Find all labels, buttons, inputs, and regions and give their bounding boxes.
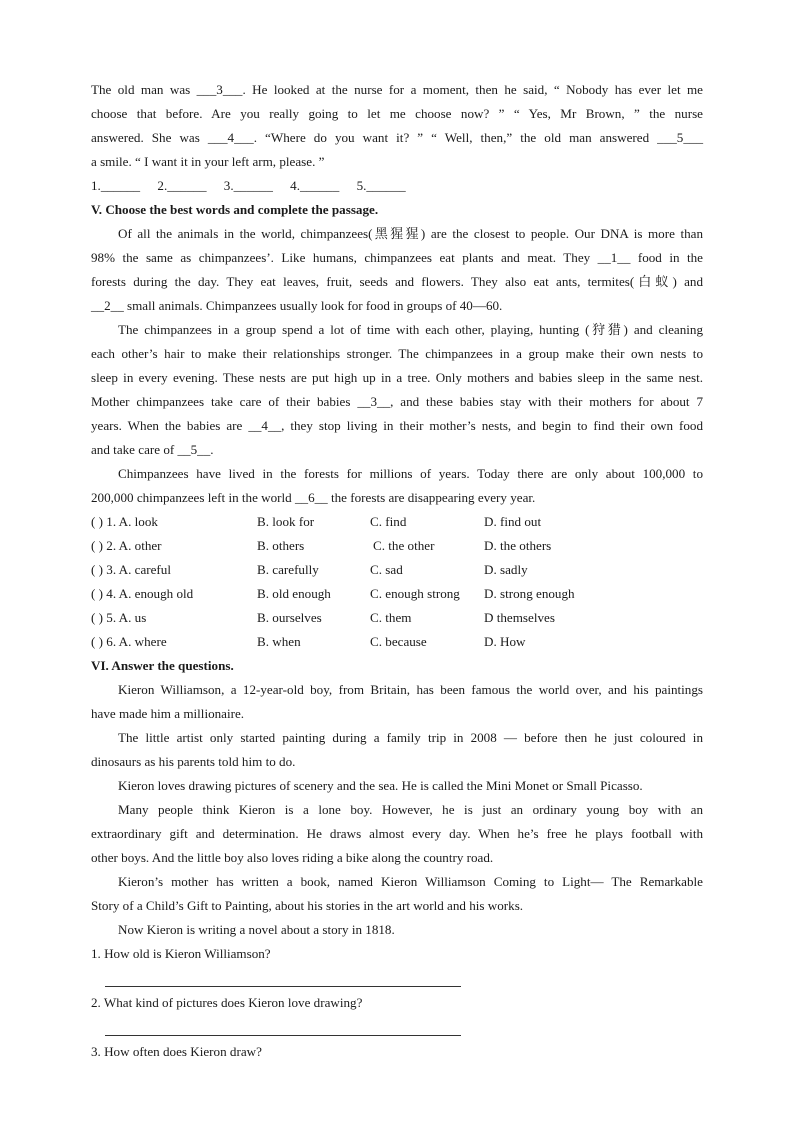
text-line: Mother chimpanzees take care of their babies __3__, and these babies stay with their mothers for about 7 — [91, 394, 703, 409]
question-choice[interactable]: ( ) 4. A. enough old — [91, 586, 194, 601]
section-heading: V. Choose the best words and complete the passage. — [91, 202, 379, 217]
text-line: Many people think Kieron is a lone boy. However, he is just an ordinary young boy with an — [118, 802, 703, 817]
reading-paragraph — [91, 918, 703, 942]
text-line: Kieron Williamson, a 12-year-old boy, from Britain, has been famous the world over, and his paintings — [118, 682, 703, 697]
question-choice[interactable]: ( ) 6. A. where — [91, 634, 167, 649]
option-b: B. when — [257, 634, 301, 649]
reading-paragraph — [91, 798, 703, 870]
option-row — [91, 630, 634, 654]
text-line: The chimpanzees in a group spend a lot of time with each other, playing, hunting (狩猎) and cleaning — [118, 322, 703, 337]
answer-blank[interactable]: 5.______ — [356, 178, 406, 193]
question-text: 2. What kind of pictures does Kieron love drawing? — [91, 995, 363, 1010]
reading-paragraph — [91, 774, 703, 798]
answer-blank[interactable]: 3.______ — [223, 178, 273, 193]
answer-line[interactable] — [105, 1015, 461, 1036]
question-choice[interactable]: ( ) 1. A. look — [91, 514, 158, 529]
reading-paragraph — [91, 726, 703, 774]
worksheet-page — [91, 78, 703, 1064]
text-line: __2__ small animals. Chimpanzees usually look for food in groups of 40—60. — [91, 298, 503, 313]
option-c: C. enough strong — [370, 586, 460, 601]
option-b: B. carefully — [257, 562, 319, 577]
text-line: Chimpanzees have lived in the forests for millions of years. Today there are only about 100,000 to — [118, 466, 703, 481]
text-line: a smile. “ I want it in your left arm, please. ” — [91, 154, 325, 169]
text-line: dinosaurs as his parents told him to do. — [91, 754, 296, 769]
option-b: B. ourselves — [257, 610, 322, 625]
text-line: and take care of __5__. — [91, 442, 214, 457]
text-line: extraordinary gift and determination. He draws almost every day. When he’s free he plays football with — [91, 826, 703, 841]
answer-blank[interactable]: 2.______ — [157, 178, 207, 193]
option-d: D. How — [484, 634, 526, 649]
text-line: The old man was ___3___. He looked at the nurse for a moment, then he said, “ Nobody has ever let me — [91, 82, 703, 97]
option-c: C. the other — [373, 538, 435, 553]
text-line: Now Kieron is writing a novel about a story in 1818. — [118, 922, 395, 937]
text-line: forests during the day. They eat leaves, fruit, seeds and flowers. They also eat ants, termites(白蚁) and — [91, 274, 703, 289]
option-c: C. them — [370, 610, 412, 625]
text-line: choose that before. Are you really going to let me choose now? ” “ Yes, Mr Brown, ” the nurse — [91, 106, 703, 121]
text-line: Story of a Child’s Gift to Painting, about his stories in the art world and his works. — [91, 898, 524, 913]
option-row — [91, 582, 634, 606]
text-line: 98% the same as chimpanzees’. Like humans, chimpanzees eat plants and meat. They __1__ food in the — [91, 250, 703, 265]
question-choice[interactable]: ( ) 5. A. us — [91, 610, 147, 625]
text-line: other boys. And the little boy also loves riding a bike along the country road. — [91, 850, 494, 865]
option-row — [91, 606, 634, 630]
option-b: B. old enough — [257, 586, 331, 601]
option-d: D themselves — [484, 610, 555, 625]
question-choice[interactable]: ( ) 3. A. careful — [91, 562, 171, 577]
text-line: Kieron loves drawing pictures of scenery and the sea. He is called the Mini Monet or Small Picasso. — [118, 778, 643, 793]
reading-paragraph — [91, 870, 703, 918]
answer-blanks — [91, 174, 703, 198]
question-choice[interactable]: ( ) 2. A. other — [91, 538, 162, 553]
text-line: sleep in every evening. These nests are put high up in a tree. Only mothers and babies sleep in the same nest. — [91, 370, 703, 385]
text-line: have made him a millionaire. — [91, 706, 245, 721]
option-b: B. others — [257, 538, 305, 553]
option-row — [91, 510, 634, 534]
option-row — [91, 558, 634, 582]
question-list — [91, 942, 703, 1064]
text-line: Kieron’s mother has written a book, named Kieron Williamson Coming to Light— The Remarkable — [118, 874, 703, 889]
option-d: D. find out — [484, 514, 542, 529]
answer-blank[interactable]: 1.______ — [91, 178, 141, 193]
option-c: C. find — [370, 514, 407, 529]
text-line: The little artist only started painting during a family trip in 2008 — before then he just coloured in — [118, 730, 703, 745]
passage-continuation — [91, 78, 703, 198]
question-text: 1. How old is Kieron Williamson? — [91, 946, 271, 961]
option-d: D. strong enough — [484, 586, 575, 601]
options-table — [91, 510, 634, 654]
text-line: 200,000 chimpanzees left in the world __6__ the forests are disappearing every year. — [91, 490, 536, 505]
text-line: each other’s hair to make their relationships stronger. The chimpanzees in a group make their own nests to — [91, 346, 703, 361]
answer-line[interactable] — [105, 966, 461, 987]
text-line: years. When the babies are __4__, they stop living in their mother’s nests, and begin to find their own food — [91, 418, 703, 433]
option-c: C. sad — [370, 562, 403, 577]
passage-paragraph — [91, 462, 703, 510]
reading-paragraph — [91, 678, 703, 726]
section-heading: VI. Answer the questions. — [91, 658, 234, 673]
option-d: D. the others — [484, 538, 552, 553]
passage-paragraph — [91, 318, 703, 462]
question-text: 3. How often does Kieron draw? — [91, 1044, 262, 1059]
answer-blank[interactable]: 4.______ — [290, 178, 340, 193]
text-line: Of all the animals in the world, chimpanzees(黑猩猩) are the closest to people. Our DNA is more than — [118, 226, 703, 241]
option-d: D. sadly — [484, 562, 528, 577]
passage-paragraph — [91, 222, 703, 318]
option-b: B. look for — [257, 514, 315, 529]
option-c: C. because — [370, 634, 427, 649]
text-line: answered. She was ___4___. “Where do you want it? ” “ Well, then,” the old man answered ___5___ — [91, 130, 703, 145]
option-row — [91, 534, 634, 558]
